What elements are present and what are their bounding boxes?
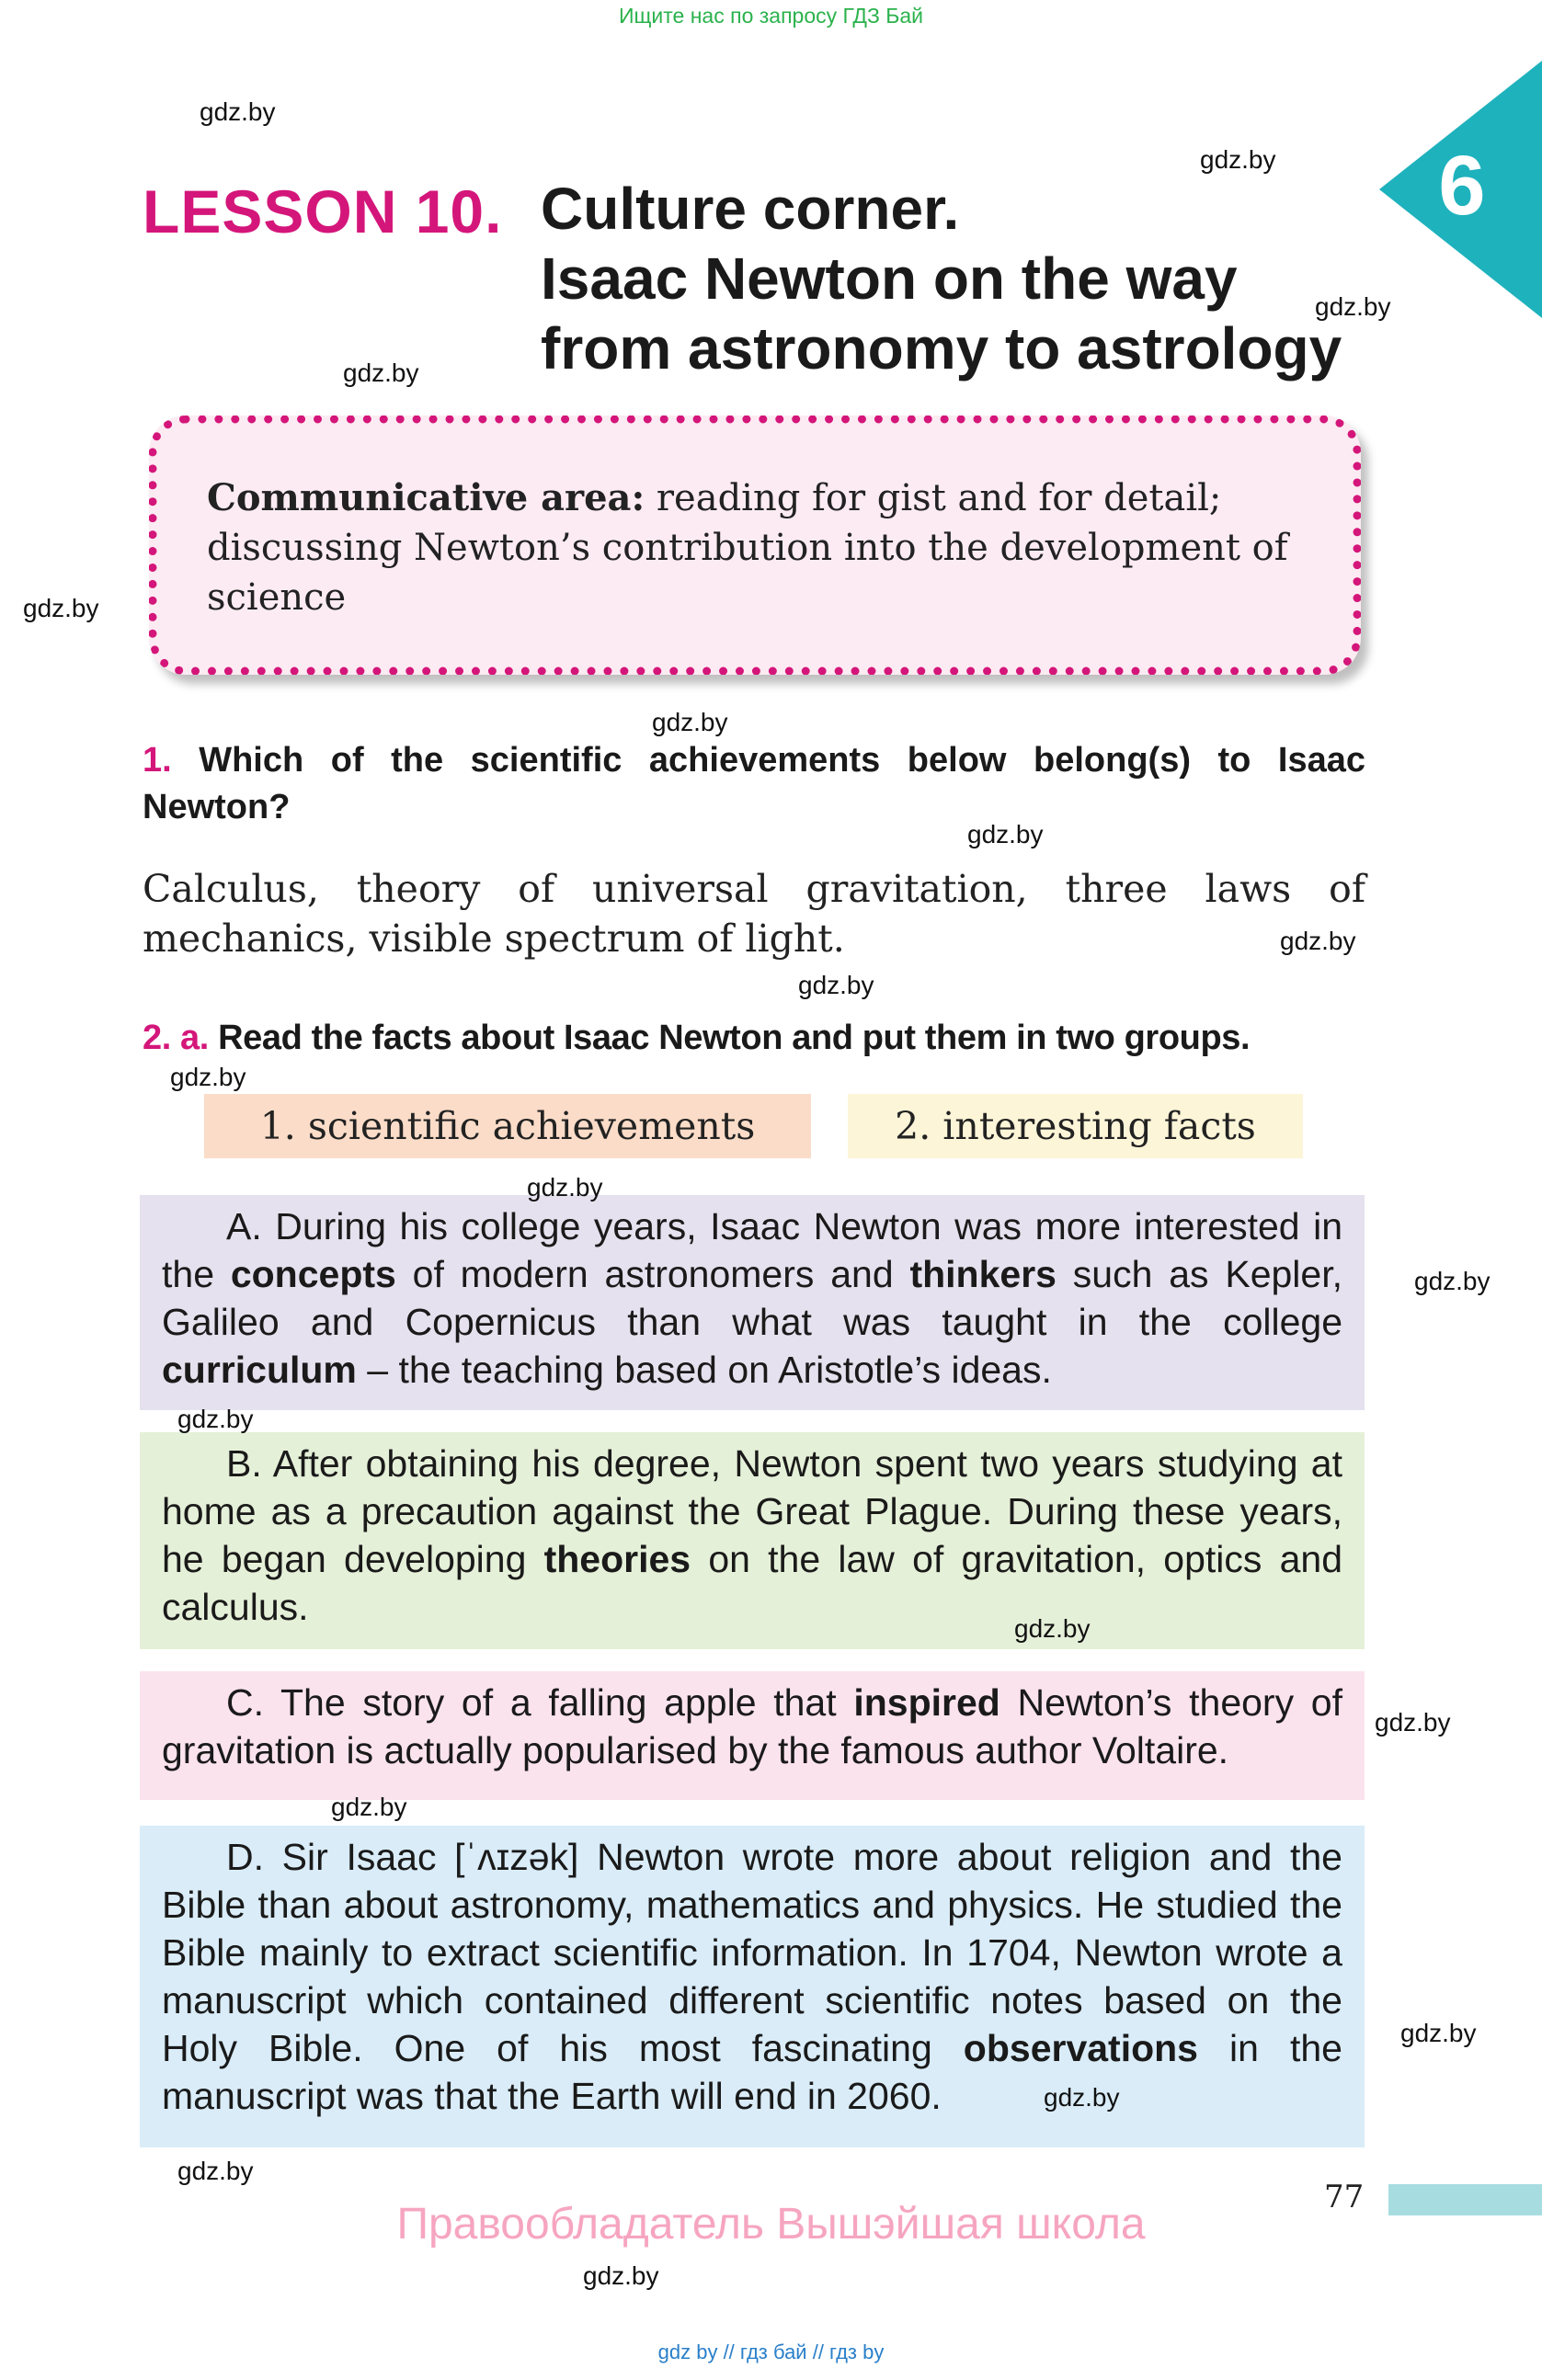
exercise-1-heading: [143, 737, 1365, 831]
watermark: gdz.by: [1044, 2083, 1120, 2112]
watermark: gdz.by: [583, 2261, 659, 2290]
fact-b-box: [140, 1432, 1365, 1649]
word-observations: observations: [963, 2027, 1198, 2069]
exercise-1-question: Which of the scientific achievements below belong(s) to Isaac Newton?: [143, 741, 1365, 826]
watermark: gdz.by: [331, 1793, 407, 1821]
exercise-1-number: 1.: [143, 741, 172, 780]
watermark: gdz.by: [1375, 1708, 1451, 1737]
watermark: gdz.by: [177, 1405, 254, 1433]
communicative-area-text: [207, 473, 1310, 622]
copyright-notice: Правообладатель Вышэйшая школа: [396, 2200, 1146, 2249]
exercise-2-instruction: Read the facts about Isaac Newton and put them in two groups.: [208, 1019, 1251, 1057]
fact-d-box: [140, 1826, 1365, 2147]
group-scientific-achievements: 1. scientific achievements: [204, 1094, 811, 1158]
title-line-1: Culture corner.: [541, 176, 960, 242]
fact-a-box: [140, 1195, 1365, 1410]
word-theories: theories: [543, 1538, 691, 1580]
top-search-link[interactable]: Ищите нас по запросу ГДЗ Бай: [618, 4, 924, 28]
watermark: gdz.by: [1414, 1267, 1491, 1295]
fact-c-text: C. The story of a falling apple that inspired Newton’s theory of gravitation is actually popularised by the famous author Voltaire.: [162, 1681, 1342, 1771]
watermark: gdz.by: [200, 97, 276, 126]
word-concepts: concepts: [230, 1253, 396, 1295]
group-interesting-facts: 2. interesting facts: [848, 1094, 1303, 1158]
watermark: gdz.by: [652, 708, 728, 736]
exercise-1-achievements: Calculus, theory of universal gravitation, three laws of mechanics, visible spectrum of light.: [143, 867, 1365, 961]
fact-c-box: [140, 1671, 1365, 1800]
watermark: gdz.by: [967, 820, 1044, 848]
watermark: gdz.by: [798, 971, 874, 999]
word-curriculum: curriculum: [162, 1349, 357, 1391]
page-number: 77: [1324, 2179, 1365, 2215]
watermark: gdz.by: [1200, 145, 1276, 174]
exercise-2-heading: [143, 1015, 1375, 1062]
bottom-links[interactable]: gdz by // гдз бай // гдз by: [657, 2340, 885, 2363]
watermark: gdz.by: [343, 359, 419, 387]
fact-d-text: D. Sir Isaac [ˈʌɪzək] Newton wrote more about religion and the Bible than about astronomy, mathematics and physics. He studied the Bible mainly to extract scientific information. In 1704, Newton wrote a manuscript which contained different scientific notes based on the Holy Bible. One of his most fascinating observations in the manuscript was that the Earth will end in 2060.: [162, 1836, 1342, 2117]
word-thinkers: thinkers: [909, 1253, 1057, 1295]
watermark: gdz.by: [170, 1063, 246, 1091]
communicative-area-label: Communicative area:: [207, 476, 645, 519]
watermark: gdz.by: [527, 1173, 603, 1201]
lesson-label: LESSON 10.: [143, 177, 503, 245]
word-inspired: inspired: [853, 1681, 1000, 1724]
title-line-3: from astronomy to astrology: [541, 315, 1342, 381]
communicative-area-description: reading for gist and for detail; discussing Newton’s contribution into the development of science: [207, 477, 1288, 619]
watermark: gdz.by: [1280, 927, 1356, 955]
unit-number: 6: [1438, 139, 1486, 233]
fact-b-text: B. After obtaining his degree, Newton spent two years studying at home as a precaution against the Great Plague. During these years, he began developing theories on the law of gravitation, optics and calculus.: [162, 1442, 1343, 1628]
title-line-2: Isaac Newton on the way: [541, 245, 1238, 312]
exercise-2-number: 2. a.: [143, 1019, 209, 1057]
watermark: gdz.by: [23, 594, 99, 622]
watermark: gdz.by: [1014, 1614, 1091, 1643]
watermark: gdz.by: [1315, 292, 1391, 321]
watermark: gdz.by: [1400, 2019, 1477, 2047]
watermark: gdz.by: [177, 2157, 254, 2185]
fact-a-text: A. During his college years, Isaac Newton was more interested in the concepts of modern astronomers and thinkers such as Kepler, Galileo and Copernicus than what was taught in the college curriculum – the teaching based on Aristotle’s ideas.: [162, 1205, 1342, 1391]
